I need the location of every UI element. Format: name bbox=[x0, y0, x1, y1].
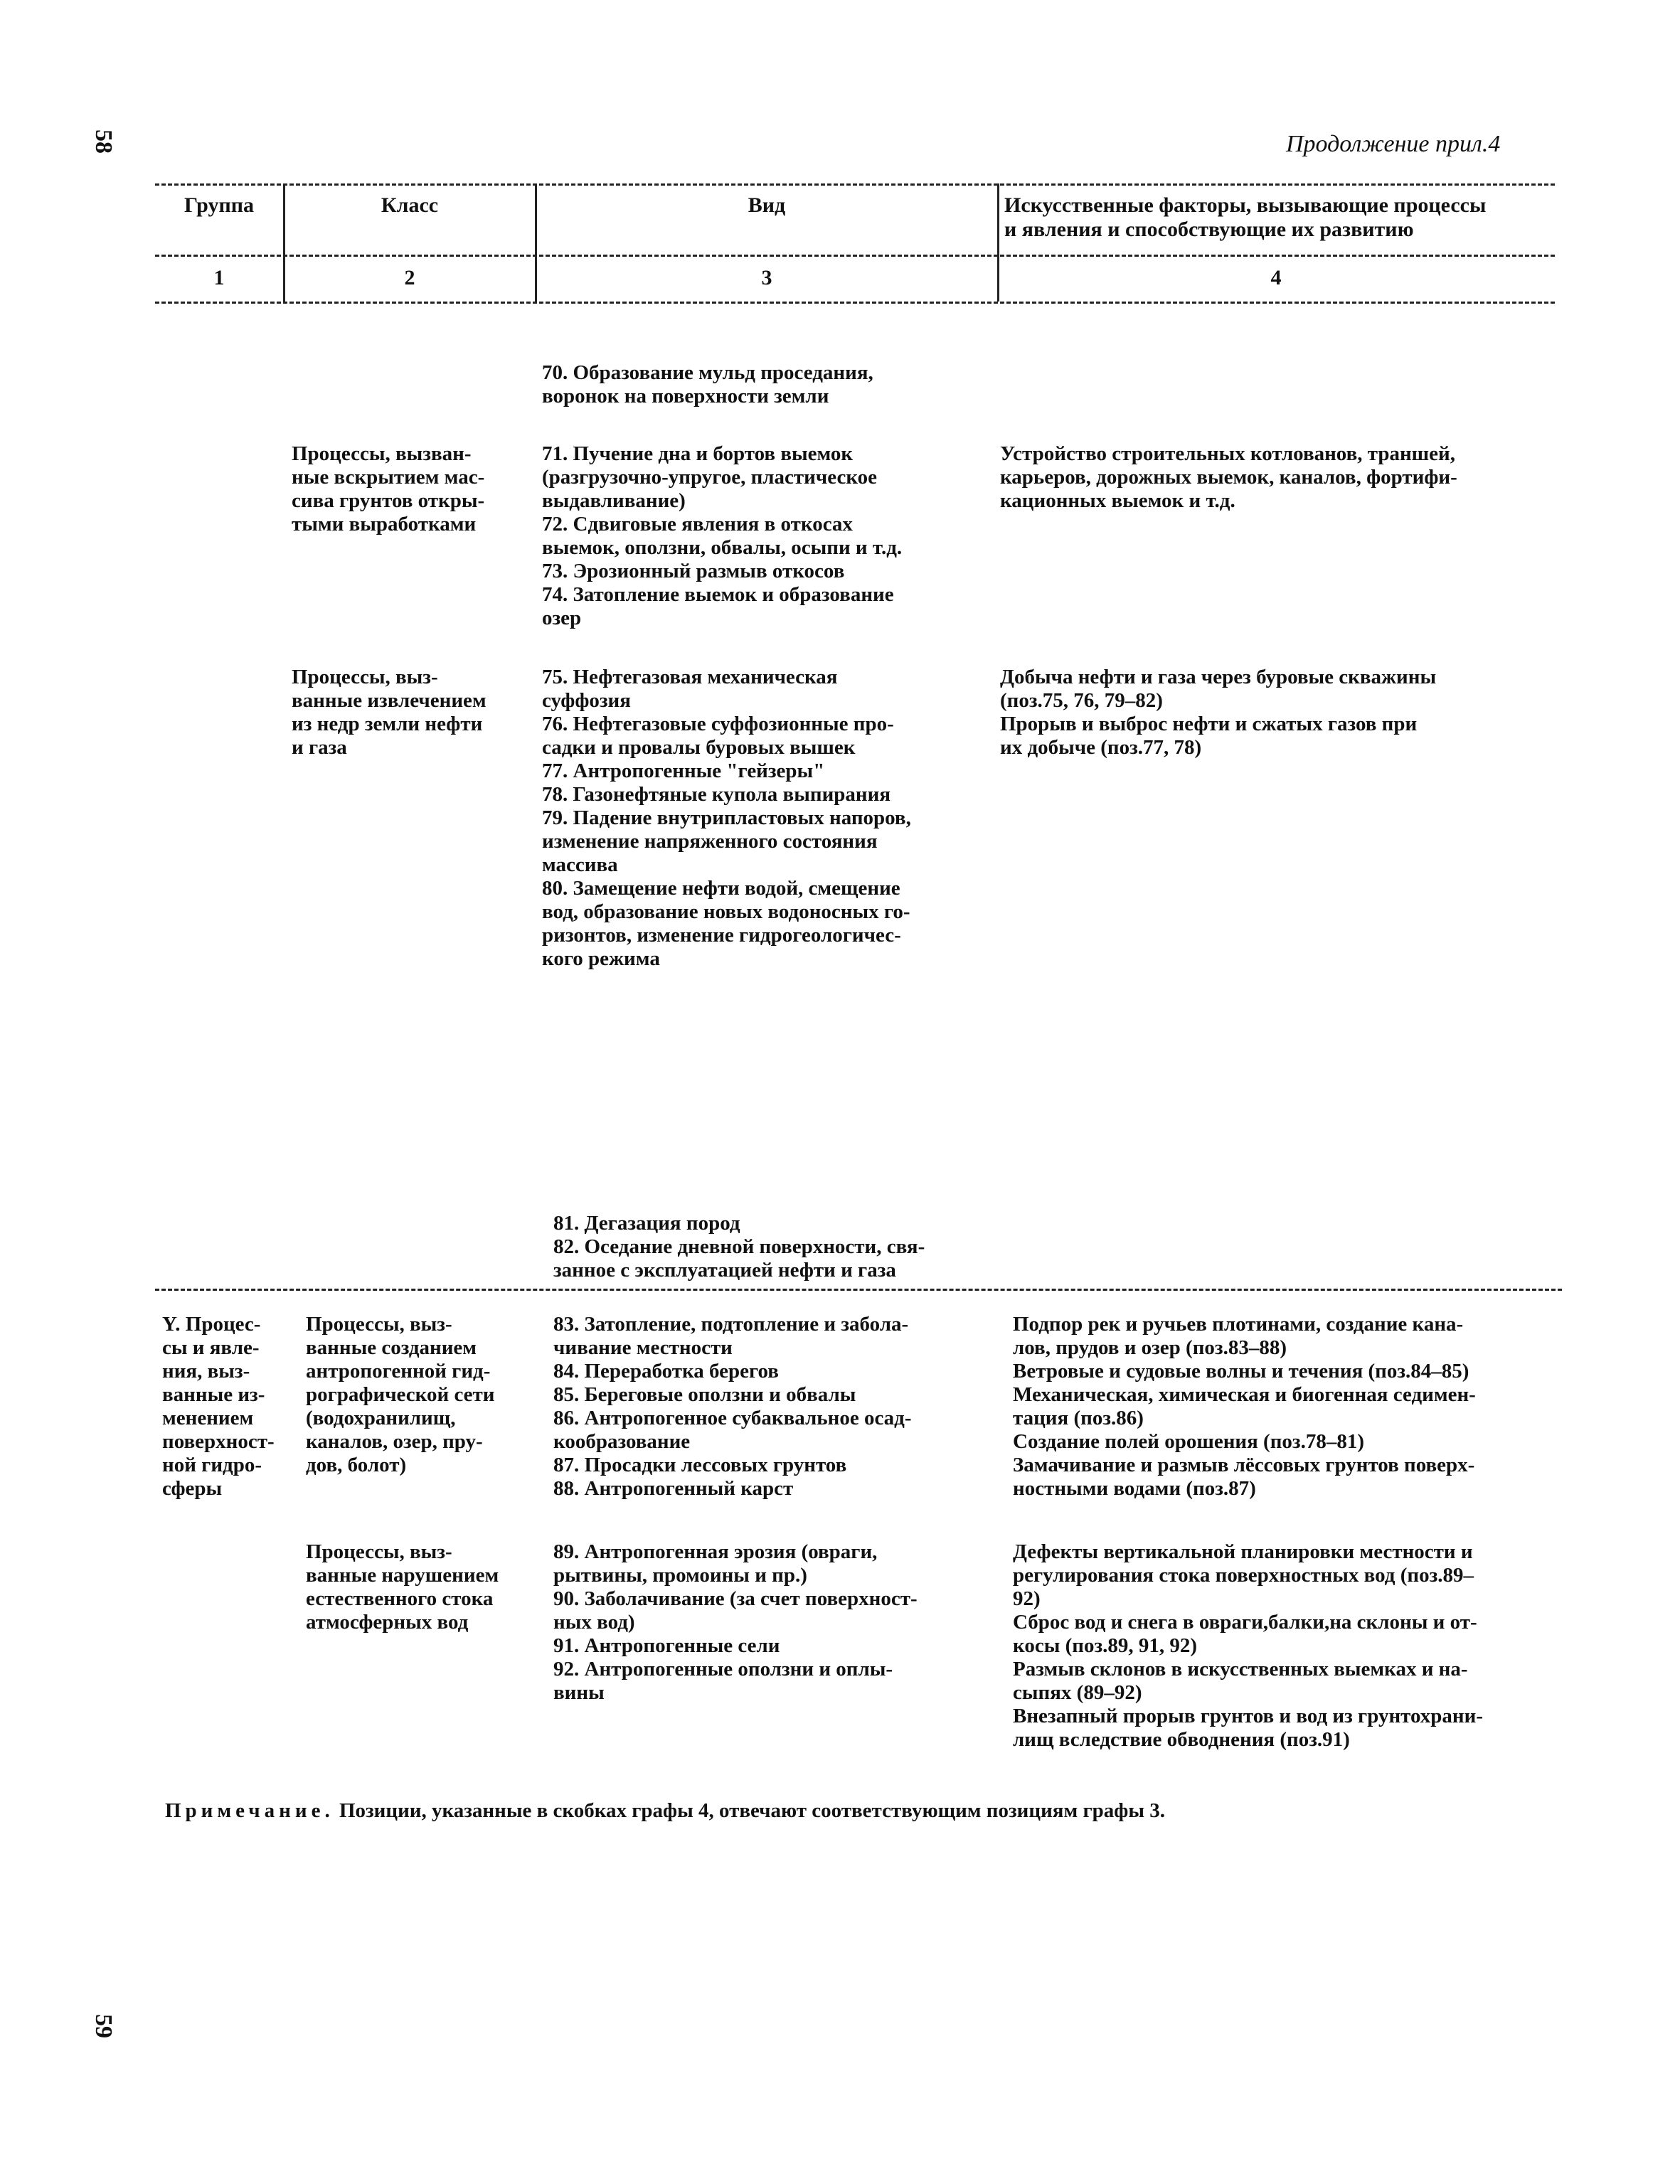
types-block-d: 83. Затопление, подтопление и забола- чивание местности 84. Переработка берегов 85. Береговые оползни и обвалы 86. Антропогенное субаквальное осад- кообразование 87. Просадки лессовых грунтов 88. Антропогенный карст bbox=[553, 1313, 912, 1500]
class-block-b: Процессы, выз- ванные извлечением из недр земли нефти и газа bbox=[292, 666, 487, 759]
group-block-d: Y. Процес- сы и явле- ния, выз- ванные из- менением поверхност- ной гидро- сферы bbox=[162, 1313, 275, 1500]
header-type: Вид bbox=[748, 193, 786, 217]
types-block-e: 89. Антропогенная эрозия (овраги, рытвины, промоины и пр.) 90. Заболачивание (за счет поверхност- ных вод) 91. Антропогенные сели 92. Антропогенные оползни и оплы- вины bbox=[553, 1540, 918, 1704]
page-number-bottom: 59 bbox=[90, 2014, 117, 2038]
continuation-heading: Продолжение прил.4 bbox=[1286, 131, 1501, 157]
factors-block-a: Устройство строительных котлованов, траншей, карьеров, дорожных выемок, каналов, фортифи- кационных выемок и т.д. bbox=[1000, 442, 1457, 512]
factors-block-b: Добыча нефти и газа через буровые скважины (поз.75, 76, 79–82) Прорыв и выброс нефти и сжатых газов при их добыче (поз.77, 78) bbox=[1000, 666, 1437, 759]
footnote-text: Позиции, указанные в скобках графы 4, отвечают соответствующим позициям графы 3. bbox=[339, 1799, 1165, 1822]
class-block-a: Процессы, вызван- ные вскрытием мас- сива грунтов откры- тыми выработками bbox=[292, 442, 485, 536]
types-block-b: 75. Нефтегазовая механическая суффозия 76. Нефтегазовые суффозионные про- садки и провалы буровых вышек 77. Антропогенные "гейзеры" 78. Газонефтяные купола выпирания 79. Падение внутрипластовых напоров, изменение напряженного состояния массива 80. Замещение нефти водой, смещение вод, образование новых водоносных го- ризонтов, изменение гидрогеологичес- кого режима bbox=[542, 666, 911, 970]
footnote bbox=[165, 1799, 1559, 1823]
col-number-1: 1 bbox=[213, 266, 225, 289]
col-number-2: 2 bbox=[404, 266, 415, 289]
header-factors: Искусственные факторы, вызывающие процессы и явления и способствующие их развитию bbox=[1004, 193, 1487, 241]
header-bottom-rule bbox=[155, 302, 1555, 304]
page-number-top: 58 bbox=[90, 129, 117, 154]
header-group: Группа bbox=[184, 193, 255, 217]
col-number-3: 3 bbox=[761, 266, 772, 289]
col-number-4: 4 bbox=[1270, 266, 1282, 289]
type-item-70: 70. Образование мульд проседания, воронок на поверхности земли bbox=[542, 361, 873, 407]
class-block-e: Процессы, выз- ванные нарушением естественного стока атмосферных вод bbox=[306, 1540, 499, 1634]
header-mid-rule bbox=[155, 255, 1555, 257]
header-top-rule bbox=[155, 183, 1555, 186]
types-block-a: 71. Пучение дна и бортов выемок (разгрузочно-упругое, пластическое выдавливание) 72. Сдвиговые явления в откосах выемок, оползни, обвалы, осыпи и т.д. 73. Эрозионный размыв откосов 74. Затопление выемок и образование озер bbox=[542, 442, 903, 629]
types-block-c: 81. Дегазация пород 82. Оседание дневной поверхности, свя- занное с эксплуатацией нефти и газа bbox=[553, 1212, 925, 1282]
header-class: Класс bbox=[381, 193, 439, 217]
footnote-lead: Примечание. bbox=[165, 1799, 334, 1822]
class-block-d: Процессы, выз- ванные созданием антропогенной гид- рографической сети (водохранилищ, каналов, озер, пру- дов, болот) bbox=[306, 1313, 495, 1476]
factors-block-d: Подпор рек и ручьев плотинами, создание кана- лов, прудов и озер (поз.83–88) Ветровые и судовые волны и течения (поз.84–85) Механическая, химическая и биогенная седимен- тация (поз.86) Создание полей орошения (поз.78–81) Замачивание и размыв лёссовых грунтов поверх- ностными водами (поз.87) bbox=[1013, 1313, 1476, 1500]
factors-block-e: Дефекты вертикальной планировки местности и регулирования стока поверхностных вод (поз.89– 92) Сброс вод и снега в овраги,балки,на склоны и от- косы (поз.89, 91, 92) Размыв склонов в искусственных выемках и на- сыпях (89–92) Внезапный прорыв грунтов и вод из грунтохрани- лищ вследствие обводнения (поз.91) bbox=[1013, 1540, 1483, 1751]
section-separator bbox=[155, 1289, 1562, 1291]
